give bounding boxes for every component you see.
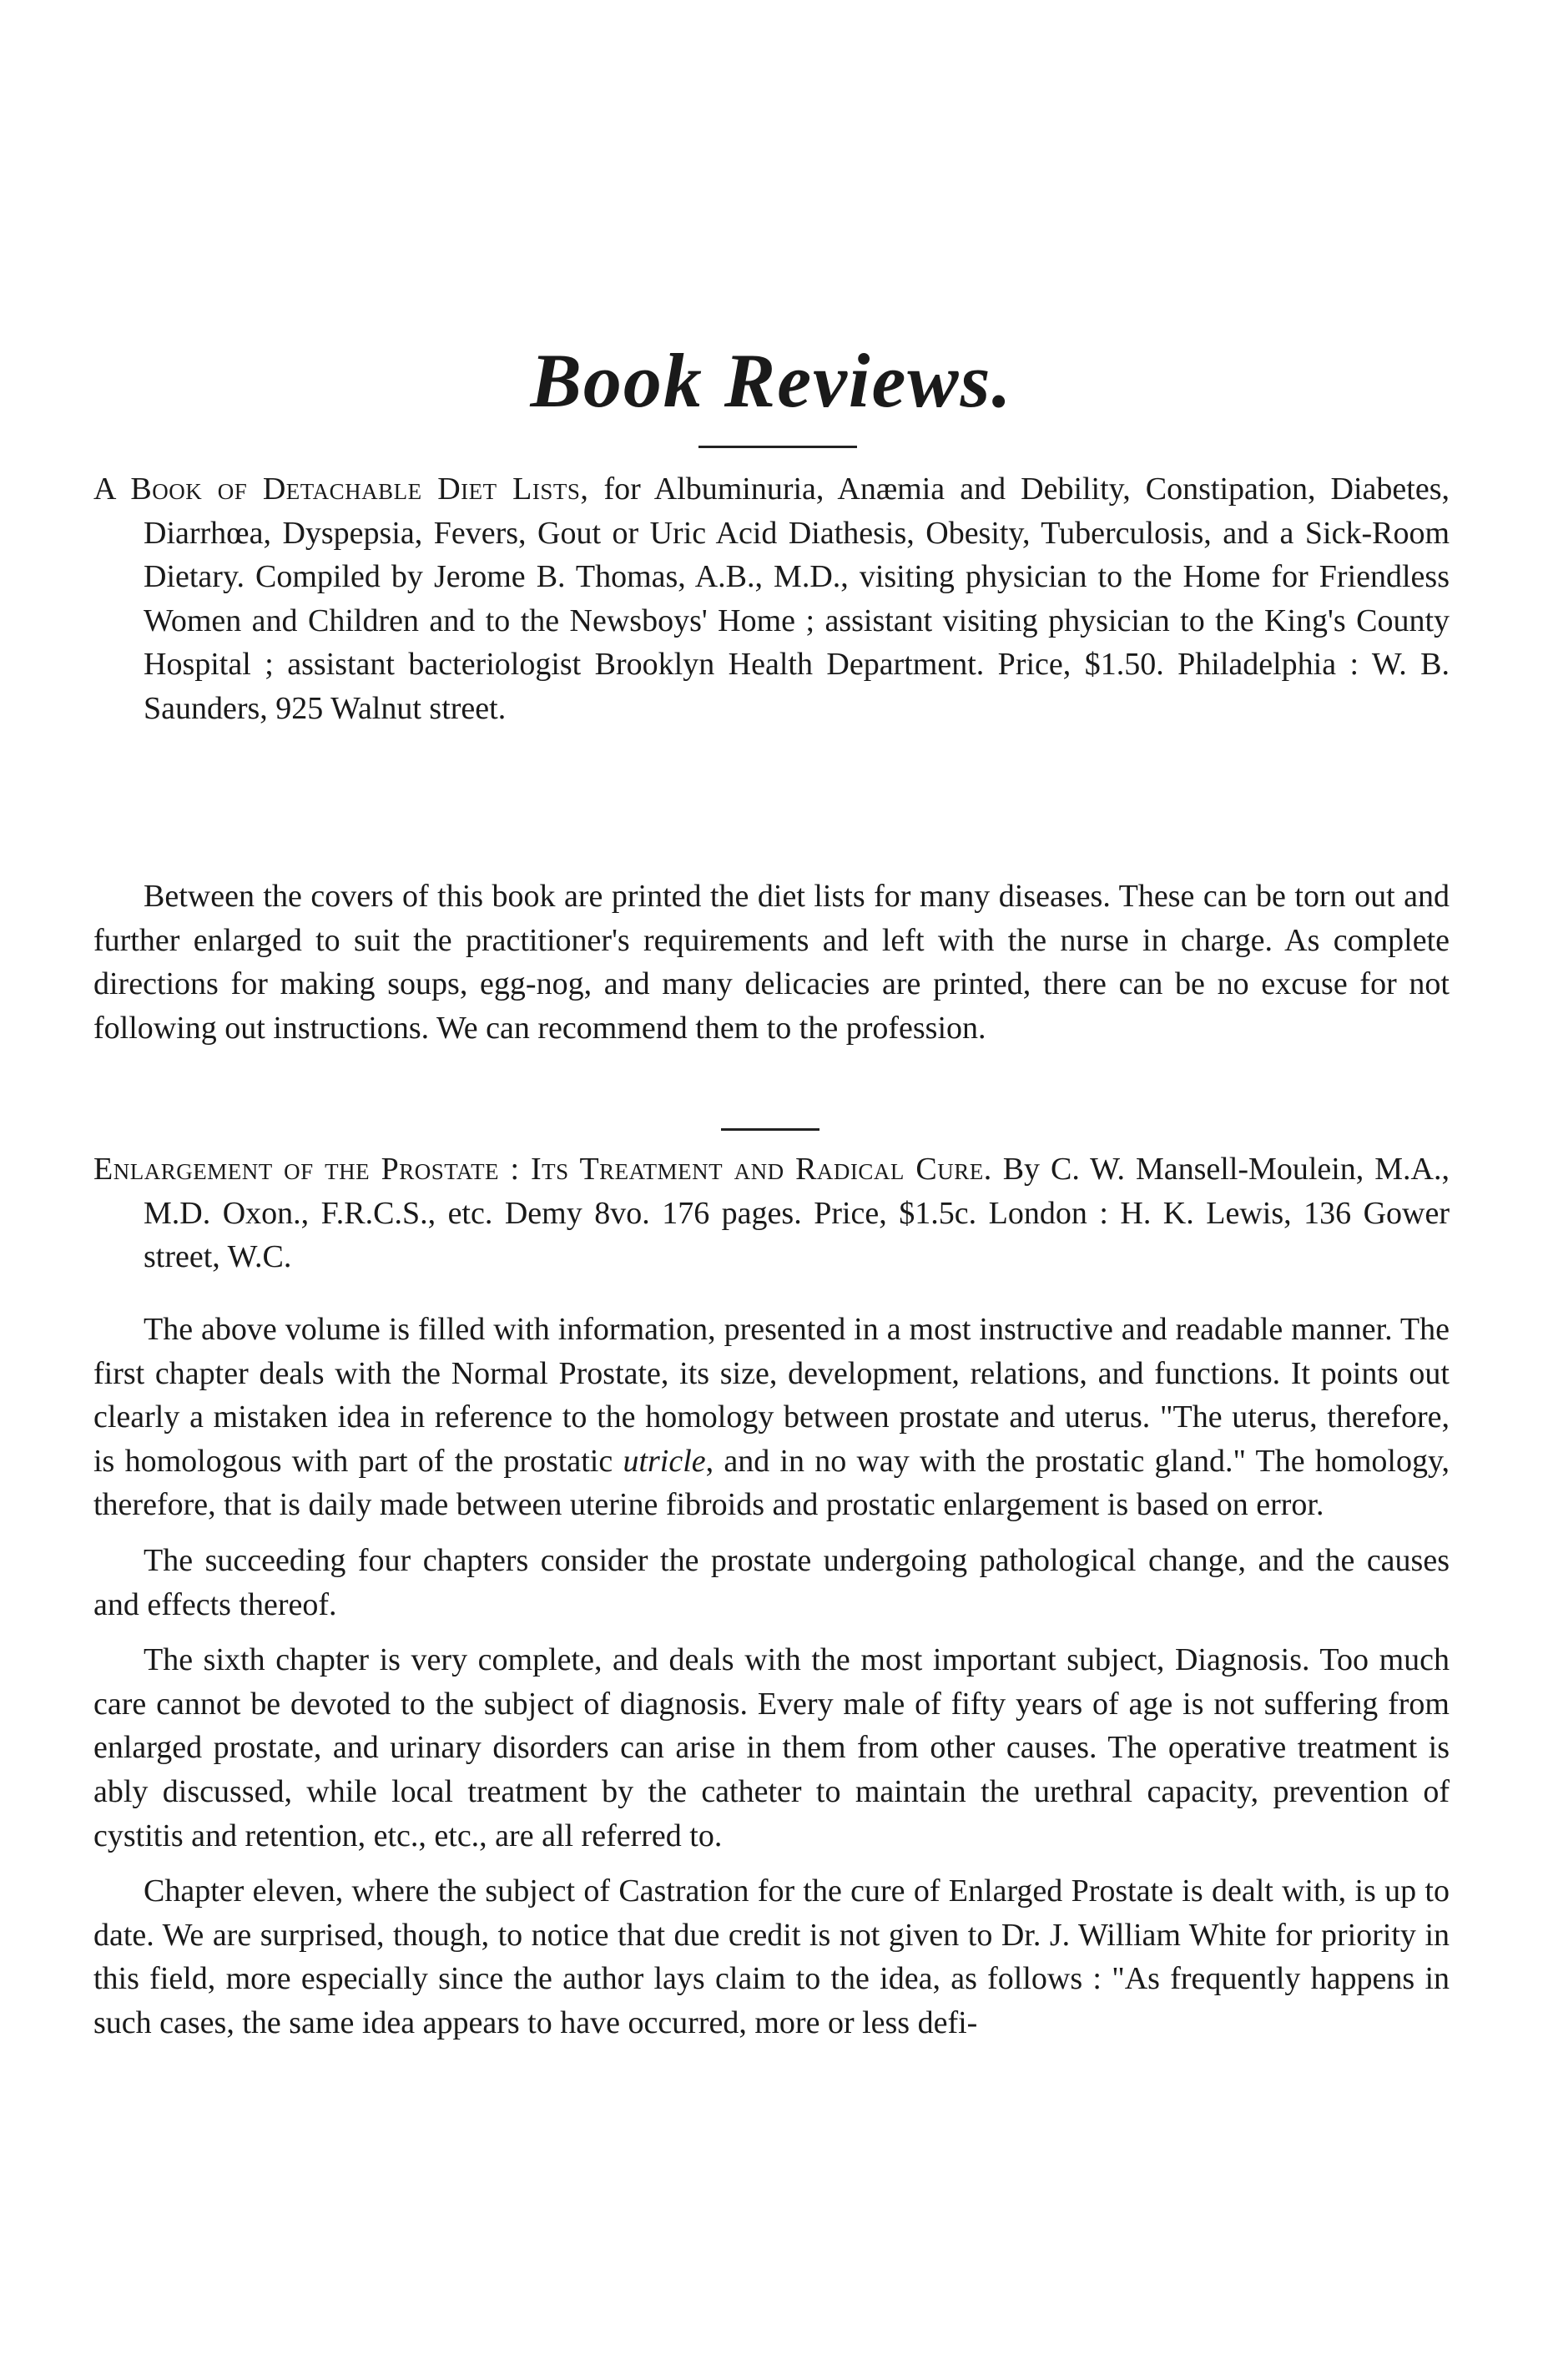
review-citation (93, 1147, 1450, 1279)
page-title: Book Reviews. (530, 338, 1013, 423)
book-details: By C. W. Mansell-Moulein, M.A., M.D. Oxon., F.R.C.S., etc. Demy 8vo. 176 pages. Price, $1.5c. London : H. K. Lewis, 136 Gower street, W.C. (144, 1152, 1450, 1274)
book-title: Enlargement of the Prostate : Its Treatment and Radical Cure. (93, 1152, 992, 1187)
italic-term: utricle (623, 1443, 706, 1479)
review-heading (93, 467, 1450, 730)
book-title: A Book of Detachable Diet Lists, (93, 471, 589, 507)
review-paragraph: The succeeding four chapters consider the prostate undergoing pathological change, and the causes and effects thereof. (93, 1542, 1450, 1622)
review-body (93, 1308, 1450, 2057)
review-paragraph: Chapter eleven, where the subject of Castration for the cure of Enlarged Prostate is dealt with, is up to date. We are surprised, though, to notice that due credit is not given to Dr. J. William White for priority in this field, more especially since the author lays claim to the idea, as follows : "As frequently happens in such cases, the same idea appears to have occurred, more or less defi- (93, 1873, 1450, 2040)
review-paragraph (93, 1308, 1450, 1527)
paragraph-text: , and in no way with the prostatic gland." The homology, therefore, that is daily made between uterine fibroids and prostatic enlargement is based on error. (93, 1443, 1450, 1523)
book-details: for Albuminuria, Anæmia and Debility, Constipation, Diabetes, Diarrhœa, Dyspepsia, Fevers, Gout or Uric Acid Diathesis, Obesity, Tuberculosis, and a Sick-Room Dietary. Compiled by Jerome B. Thomas, A.B., M.D., visiting physician to the Home for Friendless Women and Children and to the Newsboys' Home ; assistant visiting physician to the King's County Hospital ; assistant bacteriologist Brooklyn Health Department. Price, $1.50. Philadelphia : W. B. Saunders, 925 Walnut street. (144, 471, 1450, 726)
paragraph-text: The above volume is filled with information, presented in a most instructive and readable manner. The first chapter deals with the Normal Prostate, its size, development, relations, and functions. It points out clearly a mistaken idea in reference to the homology between prostate and uterus. "The uterus, therefore, is homologous with part of the prostatic (93, 1312, 1450, 1479)
review-body (93, 875, 1450, 1061)
section-divider (721, 1128, 819, 1131)
review-paragraph: The sixth chapter is very complete, and deals with the most important subject, Diagnosis. Too much care cannot be devoted to the subject of diagnosis. Every male of fifty years of age is not suffering from enlarged prostate, and urinary disorders can arise in them from other causes. The operative treatment is ably discussed, while local treatment by the catheter to maintain the urethral capacity, prevention of cystitis and retention, etc., etc., are all referred to. (93, 1642, 1450, 1853)
section-divider (698, 446, 857, 448)
page (93, 0, 1450, 2380)
review-citation (93, 467, 1450, 730)
review-heading (93, 1147, 1450, 1279)
review-paragraph: Between the covers of this book are printed the diet lists for many diseases. These can be torn out and further enlarged to suit the practitioner's requirements and left with the nurse in charge. As complete directions for making soups, egg-nog, and many delicacies are printed, there can be no excuse for not following out instructions. We can recommend them to the profession. (93, 879, 1450, 1046)
